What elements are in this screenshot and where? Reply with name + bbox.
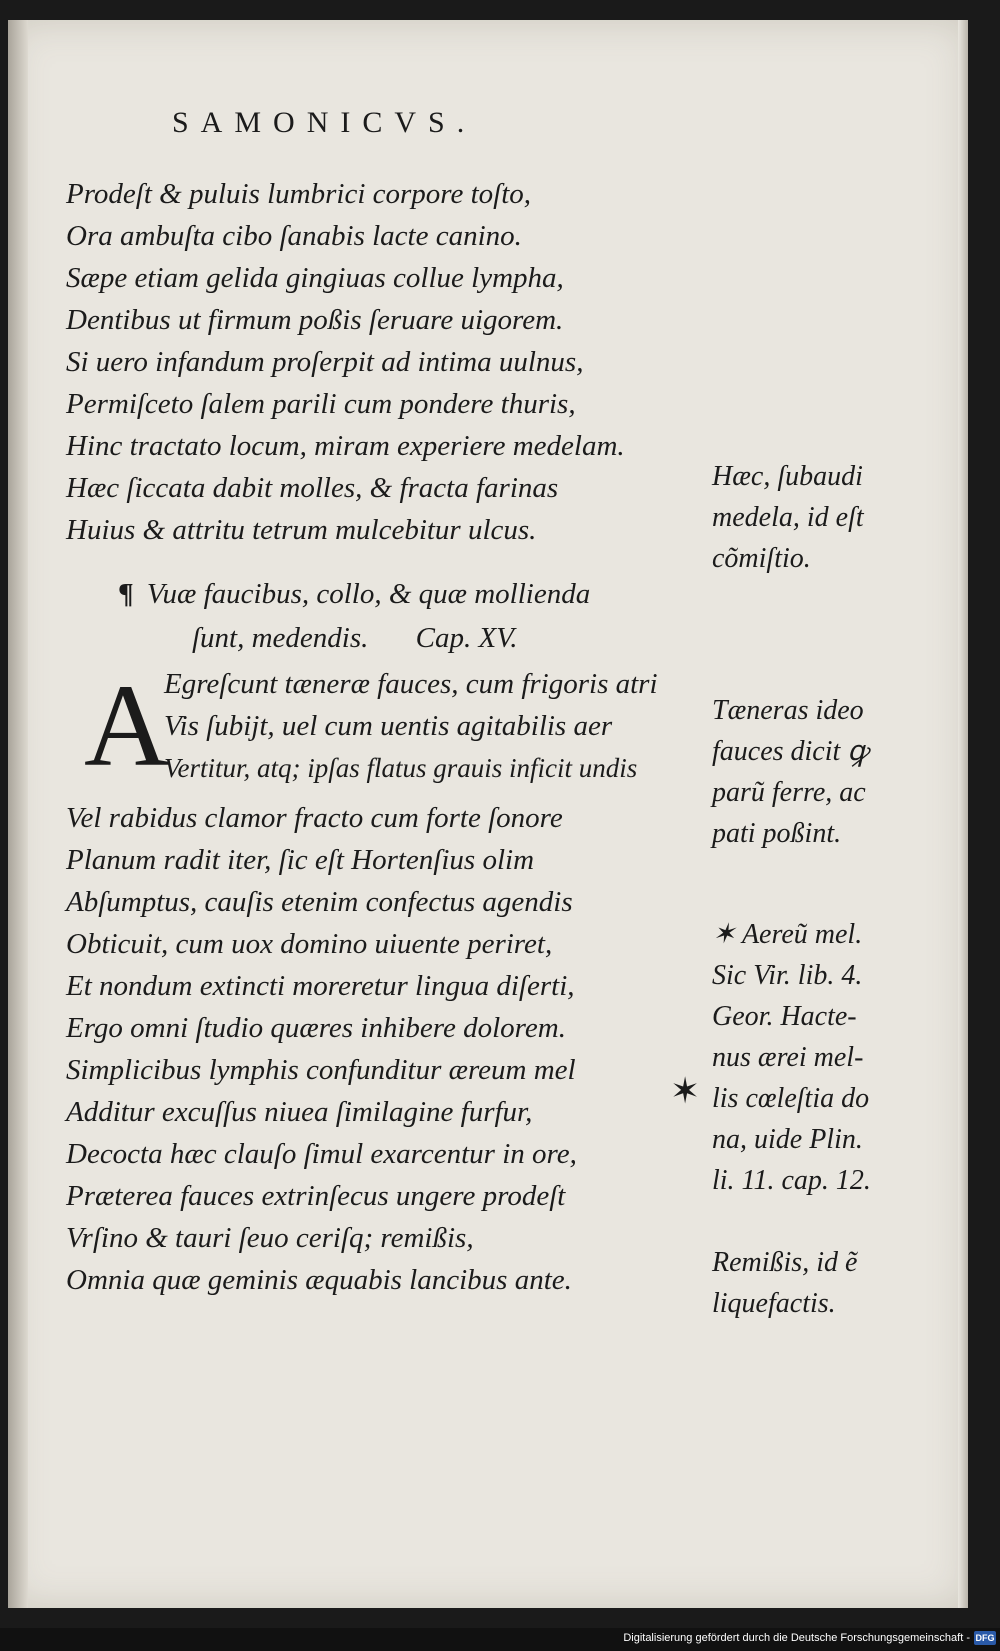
poem-line: Egreſcunt tæneræ fauces, cum frigoris atri <box>164 668 658 700</box>
poem-line: Decocta hæc clauſo ſimul exarcentur in ore, <box>66 1138 577 1170</box>
margin-note-3 <box>712 914 871 1201</box>
poem-line: Vrſino & tauri ſeuo ceriſq; remißis, <box>66 1222 474 1254</box>
margin-note-1 <box>712 456 864 579</box>
margin-note-line: medela, id eſt <box>712 502 864 533</box>
poem-line: Huius & attritu tetrum mulcebitur ulcus. <box>66 514 537 546</box>
margin-note-line: fauces dicit ꝙ <box>712 736 869 767</box>
page-edge-shadow <box>958 20 968 1608</box>
poem-line: Dentibus ut firmum poßis ſeruare uigorem. <box>66 304 564 336</box>
poem-line: Præterea fauces extrinſecus ungere prodeſt <box>66 1180 566 1212</box>
margin-note-line: lis cœleſtia do <box>712 1083 870 1114</box>
chapter-heading-text: Vuæ faucibus, collo, & quæ mollienda <box>146 578 591 610</box>
margin-note-line: Tæneras ideo <box>712 695 864 726</box>
margin-note-4 <box>712 1242 857 1324</box>
margin-note-line: Remißis, id ẽ <box>712 1247 858 1278</box>
poem-line: Hæc ſiccata dabit molles, & fracta farinas <box>66 472 559 504</box>
margin-note-line: cõmiſtio. <box>712 543 811 574</box>
poem-line: Additur excuſſus niuea ſimilagine furfur, <box>66 1096 533 1128</box>
margin-note-line: parũ ferre, ac <box>712 777 866 808</box>
drop-capital: A <box>84 660 170 791</box>
margin-note-line: pati poßint. <box>712 818 842 849</box>
poem-line: Vis ſubijt, uel cum uentis agitabilis aer <box>164 710 613 742</box>
poem-line: Vel rabidus clamor fracto cum forte ſonore <box>66 802 563 834</box>
margin-note-line: li. 11. cap. 12. <box>712 1165 871 1196</box>
margin-note-line: liquefactis. <box>712 1288 836 1319</box>
poem-line: Et nondum extincti moreretur lingua diſerti, <box>66 970 575 1002</box>
chapter-heading-line-2 <box>192 620 517 656</box>
poem-line: Sæpe etiam gelida gingiuas collue lympha, <box>66 262 564 294</box>
poem-line: Hinc tractato locum, miram experiere medelam. <box>66 430 625 462</box>
chapter-heading-text-2: ſunt, medendis. <box>192 622 369 654</box>
poem-line: Ora ambuſta cibo ſanabis lacte canino. <box>66 220 522 252</box>
poem-line: Simplicibus lymphis confunditur æreum mel <box>66 1054 576 1086</box>
poem-line: Si uero infandum proſerpit ad intima uulnus, <box>66 346 584 378</box>
digitization-credit: Digitalisierung gefördert durch die Deutsche Forschungsgemeinschaft - <box>623 1632 970 1644</box>
margin-note-line: ✶ Aereũ mel. <box>712 919 863 950</box>
poem-line: Abſumptus, cauſis etenim confectus agendis <box>66 886 573 918</box>
margin-note-2 <box>712 690 868 854</box>
margin-note-line: Sic Vir. lib. 4. <box>712 960 863 991</box>
chapter-heading-line-1 <box>118 576 590 612</box>
poem-line: Ergo omni ſtudio quæres inhibere dolorem. <box>66 1012 566 1044</box>
poem-line: Prodeſt & puluis lumbrici corpore toſto, <box>66 178 532 210</box>
poem-line: Planum radit iter, ſic eſt Hortenſius olim <box>66 844 535 876</box>
pilcrow-mark: ¶ <box>118 578 134 610</box>
dfg-logo-icon: DFG <box>975 1633 995 1643</box>
poem-line: Permiſceto ſalem parili cum pondere thuris, <box>66 388 576 420</box>
running-header: SAMONICVS. <box>172 106 477 139</box>
margin-note-line: nus ærei mel- <box>712 1042 864 1073</box>
margin-note-line: Geor. Hacte- <box>712 1001 857 1032</box>
margin-note-line: na, uide Plin. <box>712 1124 863 1155</box>
poem-line: Obticuit, cum uox domino uiuente periret, <box>66 928 553 960</box>
chapter-number: Cap. XV. <box>415 622 518 654</box>
poem-line: Omnia quæ geminis æquabis lancibus ante. <box>66 1264 572 1296</box>
page-binding-shadow <box>8 20 28 1608</box>
margin-note-line: Hæc, ſubaudi <box>712 461 863 492</box>
poem-line: Vertitur, atq; ipſas flatus grauis inficit undis <box>164 753 638 783</box>
reference-mark: ✶ <box>670 1071 701 1111</box>
